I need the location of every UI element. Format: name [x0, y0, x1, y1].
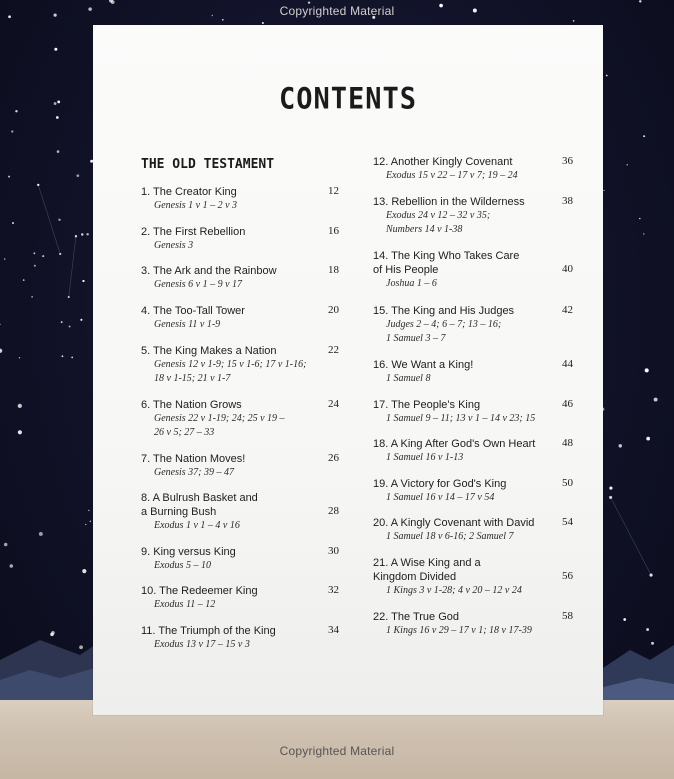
page-number: 24	[328, 398, 339, 410]
contents-entry[interactable]: 20. A Kingly Covenant with David 1 Samuel 18 v 6-16; 2 Samuel 7 54	[373, 516, 573, 542]
page-number: 58	[562, 610, 573, 622]
page-number: 40	[562, 263, 573, 275]
page-number: 44	[562, 358, 573, 370]
contents-entry[interactable]: 16. We Want a King! 1 Samuel 8 44	[373, 358, 573, 384]
page-number: 30	[328, 545, 339, 557]
contents-entry[interactable]: 12. Another Kingly Covenant Exodus 15 v 22 – 17 v 7; 19 – 24 36	[373, 155, 573, 181]
contents-entry[interactable]: 14. The King Who Takes Care of His People Joshua 1 – 6 40	[373, 250, 573, 289]
contents-entry[interactable]: 10. The Redeemer King Exodus 11 – 12 32	[141, 584, 339, 610]
page-number: 18	[328, 264, 339, 276]
page-number: 22	[328, 344, 339, 356]
page-number: 32	[328, 584, 339, 596]
contents-entry[interactable]: 21. A Wise King and a Kingdom Divided 1 Kings 3 v 1-28; 4 v 20 – 12 v 24 56	[373, 557, 573, 596]
contents-entry[interactable]: 17. The People's King 1 Samuel 9 – 11; 13 v 1 – 14 v 23; 15 46	[373, 398, 573, 424]
contents-entry[interactable]: 3. The Ark and the Rainbow Genesis 6 v 1 – 9 v 17 18	[141, 264, 339, 290]
contents-entry[interactable]: 15. The King and His Judges Judges 2 – 4; 6 – 7; 13 – 16; 1 Samuel 3 – 7 42	[373, 304, 573, 344]
page-number: 28	[328, 505, 339, 517]
contents-entry[interactable]: 22. The True God 1 Kings 16 v 29 – 17 v 1; 18 v 17-39 58	[373, 610, 573, 636]
page-number: 42	[562, 304, 573, 316]
watermark-top: Copyrighted Material	[279, 4, 395, 18]
page-number: 20	[328, 304, 339, 316]
contents-entry[interactable]: 19. A Victory for God's King 1 Samuel 16 v 14 – 17 v 54 50	[373, 477, 573, 503]
watermark-bottom: Copyrighted Material	[279, 744, 395, 758]
contents-entry[interactable]: 2. The First Rebellion Genesis 3 16	[141, 225, 339, 251]
contents-entry[interactable]: 18. A King After God's Own Heart 1 Samuel 16 v 1-13 48	[373, 437, 573, 463]
page-number: 48	[562, 437, 573, 449]
contents-entry[interactable]: 1. The Creator King Genesis 1 v 1 – 2 v 3 12	[141, 185, 339, 211]
contents-entry[interactable]: 4. The Too-Tall Tower Genesis 11 v 1-9 20	[141, 304, 339, 330]
page-number: 36	[562, 155, 573, 167]
page-number: 50	[562, 477, 573, 489]
contents-entry[interactable]: 6. The Nation Grows Genesis 22 v 1-19; 24; 25 v 19 – 26 v 5; 27 – 33 24	[141, 398, 339, 438]
page-number: 46	[562, 398, 573, 410]
contents-page	[93, 25, 603, 715]
contents-entry[interactable]: 8. A Bulrush Basket and a Burning Bush Exodus 1 v 1 – 4 v 16 28	[141, 492, 339, 531]
contents-entry[interactable]: 7. The Nation Moves! Genesis 37; 39 – 47 26	[141, 452, 339, 478]
page-number: 12	[328, 185, 339, 197]
contents-entry[interactable]: 9. King versus King Exodus 5 – 10 30	[141, 545, 339, 571]
contents-entry[interactable]: 5. The King Makes a Nation Genesis 12 v 1-9; 15 v 1-6; 17 v 1-16; 18 v 1-15; 21 v 1-7 22	[141, 344, 339, 384]
page-number: 56	[562, 570, 573, 582]
section-heading: THE OLD TESTAMENT	[141, 157, 275, 172]
page-number: 54	[562, 516, 573, 528]
page-number: 16	[328, 225, 339, 237]
page-title: CONTENTS	[278, 82, 418, 117]
page-number: 26	[328, 452, 339, 464]
contents-entry[interactable]: 11. The Triumph of the King Exodus 13 v 17 – 15 v 3 34	[141, 624, 339, 650]
contents-entry[interactable]: 13. Rebellion in the Wilderness Exodus 24 v 12 – 32 v 35; Numbers 14 v 1-38 38	[373, 195, 573, 235]
page-number: 38	[562, 195, 573, 207]
page-number: 34	[328, 624, 339, 636]
